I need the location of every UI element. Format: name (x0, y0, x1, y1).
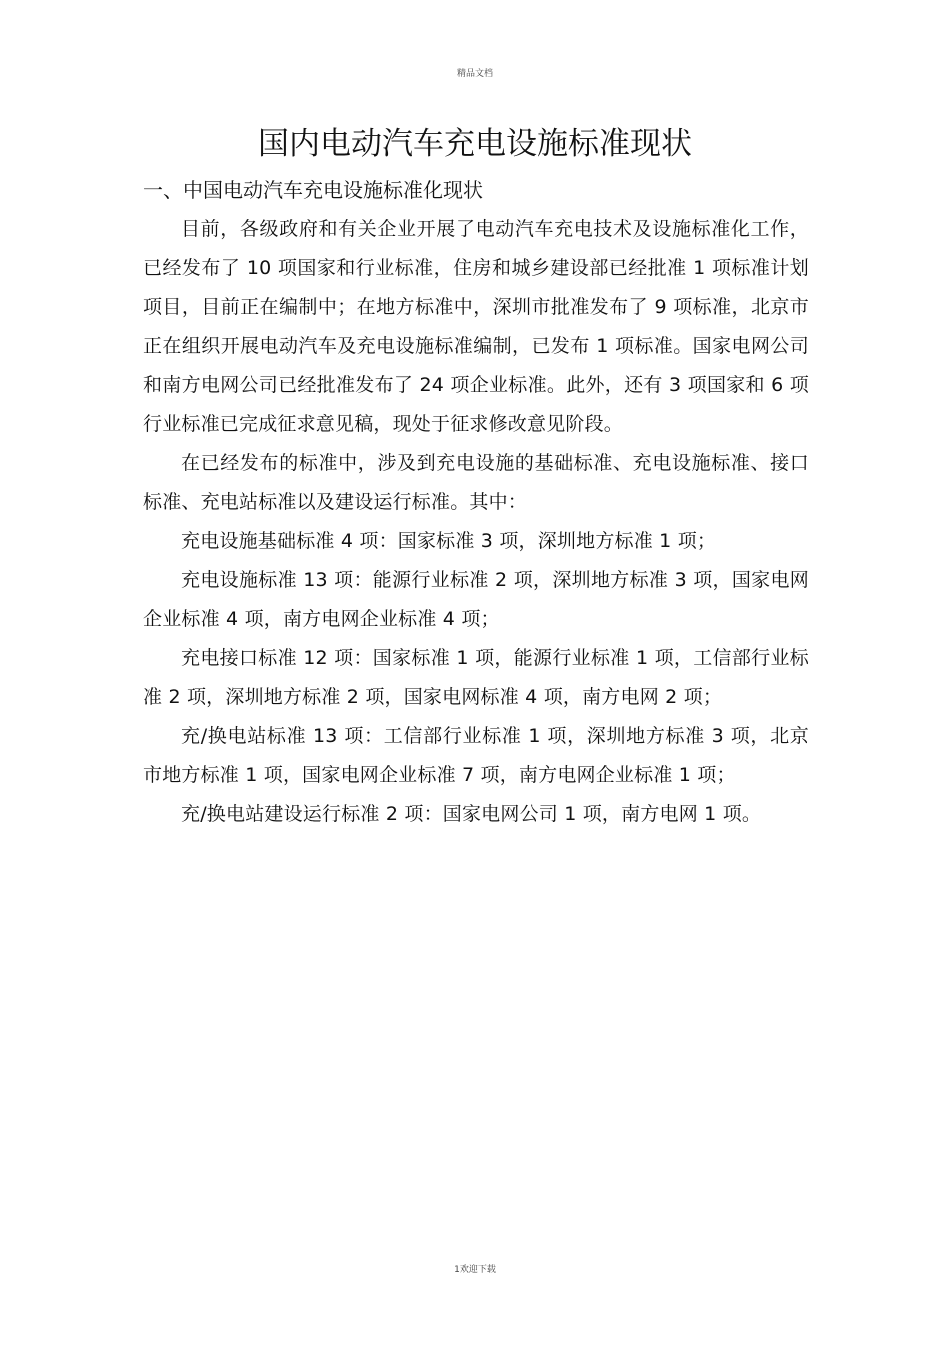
paragraph-facility-standards: 充电设施标准 13 项：能源行业标准 2 项，深圳地方标准 3 项，国家电网企业标准 4 项，南方电网企业标准 4 项； (143, 569, 809, 630)
paragraph-basic-standards: 充电设施基础标准 4 项：国家标准 3 项，深圳地方标准 1 项； (181, 530, 717, 552)
header-note: 精品文档 (456, 69, 493, 79)
paragraph-operation-standards: 充/换电站建设运行标准 2 项：国家电网公司 1 项，南方电网 1 项。 (181, 803, 762, 825)
paragraph-interface-standards: 充电接口标准 12 项：国家标准 1 项，能源行业标准 1 项，工信部行业标准 2 项，深圳地方标准 2 项，国家电网标准 4 项，南方电网 2 项； (143, 647, 809, 708)
section-heading: 一、中国电动汽车充电设施标准化现状 (143, 178, 483, 202)
paragraph-categories: 在已经发布的标准中，涉及到充电设施的基础标准、充电设施标准、接口标准、充电站标准以及建设运行标准。其中： (143, 452, 809, 513)
paragraph-overview: 目前，各级政府和有关企业开展了电动汽车充电技术及设施标准化工作，已经发布了 10 项国家和行业标准，住房和城乡建设部已经批准 1 项标准计划项目，目前正在编制中；在地方标准中，深圳市批准发布了 9 项标准，北京市正在组织开展电动汽车及充电设施标准编制，已发布 1 项标准。国家电网公司和南方电网公司已经批准发布了 24 项企业标准。此外，还有 3 项国家和 6 项行业标准已完成征求意见稿，现处于征求修改意见阶段。 (143, 218, 809, 435)
footer-note: 1欢迎下载 (454, 1265, 496, 1275)
body-text (143, 210, 809, 834)
paragraph-station-standards: 充/换电站标准 13 项：工信部行业标准 1 项，深圳地方标准 3 项，北京市地方标准 1 项，国家电网企业标准 7 项，南方电网企业标准 1 项； (143, 725, 809, 786)
document-title: 国内电动汽车充电设施标准现状 (258, 126, 692, 162)
